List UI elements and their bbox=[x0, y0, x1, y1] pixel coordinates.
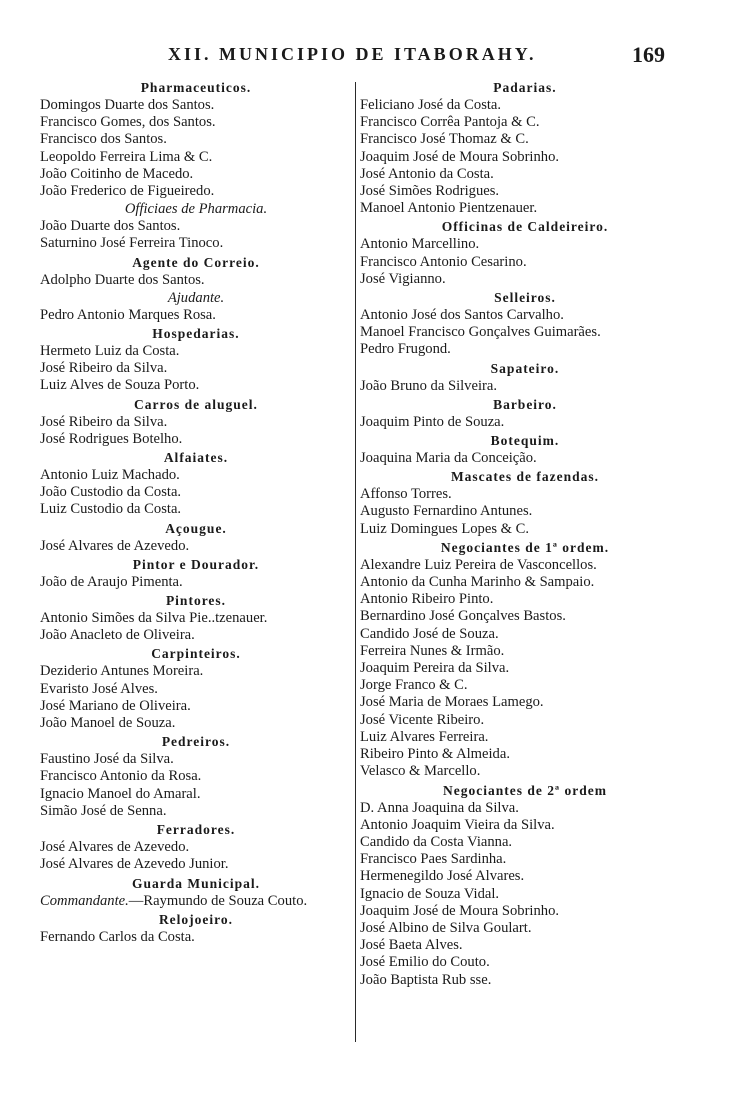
directory-entry: Joaquim José de Moura Sobrinho. bbox=[360, 902, 560, 919]
directory-entry: Joaquim Pinto de Souza. bbox=[360, 413, 505, 430]
directory-section bbox=[40, 395, 352, 448]
directory-entry: Feliciano José da Costa. bbox=[360, 97, 502, 113]
page-header bbox=[0, 44, 736, 70]
directory-entry: Hermenegildo José Alvares. bbox=[360, 868, 525, 885]
entry-list bbox=[40, 663, 352, 732]
directory-entry: Joaquina Maria da Conceição. bbox=[360, 450, 537, 467]
entry-list bbox=[40, 467, 352, 519]
directory-entry: João Frederico de Figueiredo. bbox=[40, 183, 215, 200]
directory-section bbox=[40, 324, 352, 395]
directory-section bbox=[360, 359, 690, 395]
entry-list bbox=[360, 800, 690, 989]
directory-entry: João de Araujo Pimenta. bbox=[40, 573, 183, 590]
section-heading: Hospedarias. bbox=[152, 326, 240, 342]
directory-entry: Manoel Antonio Pientzenauer. bbox=[360, 200, 538, 217]
directory-entry: Jorge Franco & C. bbox=[360, 677, 468, 694]
entry-list bbox=[40, 751, 352, 820]
section-heading: Agente do Correio. bbox=[132, 254, 260, 270]
directory-entry: Fernando Carlos da Costa. bbox=[40, 928, 195, 945]
directory-entry: José Alvares de Azevedo. bbox=[40, 537, 190, 554]
section-heading: Sapateiro. bbox=[490, 360, 560, 376]
directory-section bbox=[360, 217, 690, 288]
column-divider bbox=[355, 82, 356, 1042]
section-subheading: Officiaes de Pharmacia. bbox=[124, 201, 268, 218]
directory-section bbox=[40, 289, 352, 324]
section-heading: Botequim. bbox=[490, 433, 560, 449]
entry-list bbox=[360, 236, 690, 288]
directory-entry: José Baeta Alves. bbox=[360, 937, 463, 954]
directory-entry: José Maria de Moraes Lamego. bbox=[360, 694, 544, 711]
entry-list bbox=[40, 218, 352, 252]
directory-entry: Francisco Antonio da Rosa. bbox=[40, 768, 202, 785]
directory-entry: Hermeto Luiz da Costa. bbox=[40, 343, 180, 360]
directory-entry: Francisco Antonio Cesarino. bbox=[360, 253, 527, 270]
entry-list bbox=[40, 307, 352, 324]
directory-entry: Faustino José da Silva. bbox=[40, 751, 174, 768]
right-column bbox=[360, 78, 690, 989]
entry-list bbox=[40, 574, 352, 591]
directory-section bbox=[40, 253, 352, 289]
directory-entry: Luiz Alves de Souza Porto. bbox=[40, 377, 200, 394]
directory-entry: Francisco Corrêa Pantoja & C. bbox=[360, 114, 540, 131]
entry-list bbox=[40, 538, 352, 555]
section-heading: Carros de aluguel. bbox=[134, 396, 258, 412]
directory-entry: Luiz Alvares Ferreira. bbox=[360, 728, 489, 745]
entry-list bbox=[40, 97, 352, 200]
directory-entry: José Mariano de Oliveira. bbox=[40, 697, 191, 714]
directory-entry: Antonio Marcellino. bbox=[360, 236, 480, 253]
directory-entry: Saturnino José Ferreira Tinoco. bbox=[40, 235, 224, 252]
directory-entry: Simão José de Senna. bbox=[40, 802, 167, 819]
directory-section bbox=[40, 78, 352, 200]
directory-entry: Antonio Joaquim Vieira da Silva. bbox=[360, 816, 555, 833]
entry-name: —Raymundo de Souza Couto. bbox=[128, 892, 308, 909]
directory-entry: Deziderio Antunes Moreira. bbox=[40, 663, 204, 680]
directory-entry: Alexandre Luiz Pereira de Vasconcellos. bbox=[360, 556, 597, 573]
directory-entry: Candido José de Souza. bbox=[360, 625, 499, 642]
directory-entry: Leopoldo Ferreira Lima & C. bbox=[40, 148, 213, 165]
directory-entry: José Alvares de Azevedo Junior. bbox=[40, 856, 229, 873]
section-heading: Mascates de fazendas. bbox=[450, 469, 600, 485]
directory-entry: Ferreira Nunes & Irmão. bbox=[360, 642, 505, 659]
directory-entry: Augusto Fernardino Antunes. bbox=[360, 503, 533, 520]
section-subheading: Ajudante. bbox=[167, 289, 225, 306]
directory-entry: Ignacio de Souza Vidal. bbox=[360, 885, 500, 902]
directory-entry: Candido da Costa Vianna. bbox=[360, 833, 513, 850]
section-heading: Negociantes de 1ª ordem. bbox=[440, 539, 610, 555]
directory-entry: José Ribeiro da Silva. bbox=[40, 360, 168, 377]
directory-entry: João Custodio da Costa. bbox=[40, 484, 182, 501]
section-heading: Barbeiro. bbox=[493, 396, 557, 412]
section-heading: Padarias. bbox=[493, 80, 557, 95]
directory-section bbox=[360, 467, 690, 538]
directory-entry: José Vicente Ribeiro. bbox=[360, 711, 485, 728]
directory-entry: João Manoel de Souza. bbox=[40, 715, 176, 732]
directory-section bbox=[40, 200, 352, 252]
directory-entry: Evaristo José Alves. bbox=[40, 680, 158, 697]
directory-entry: Antonio Simões da Silva Pie..tzenauer. bbox=[40, 610, 268, 627]
entry-list bbox=[40, 893, 352, 910]
directory-entry: João Anacleto de Oliveira. bbox=[40, 627, 195, 644]
directory-entry: José Alvares de Azevedo. bbox=[40, 839, 190, 856]
section-heading: Guarda Municipal. bbox=[131, 875, 261, 891]
directory-entry bbox=[40, 893, 352, 910]
directory-entry: Velasco & Marcello. bbox=[360, 763, 481, 780]
section-heading: Ferradores. bbox=[156, 822, 236, 838]
directory-entry: Manoel Francisco Gonçalves Guimarães. bbox=[360, 324, 601, 341]
directory-entry: João Duarte dos Santos. bbox=[40, 218, 181, 235]
directory-entry: José Albino de Silva Goulart. bbox=[360, 919, 532, 936]
directory-section bbox=[40, 555, 352, 591]
entry-role: Commandante. bbox=[40, 892, 129, 909]
entry-list bbox=[360, 97, 690, 217]
directory-entry: Affonso Torres. bbox=[360, 486, 452, 503]
directory-entry: Luiz Custodio da Costa. bbox=[40, 501, 182, 518]
directory-entry: Pedro Frugond. bbox=[360, 341, 451, 358]
directory-section bbox=[360, 78, 690, 217]
directory-entry: Ribeiro Pinto & Almeida. bbox=[360, 746, 510, 763]
directory-entry: Francisco Paes Sardinha. bbox=[360, 851, 507, 868]
directory-entry: Antonio Luiz Machado. bbox=[40, 467, 180, 484]
left-column bbox=[40, 78, 352, 946]
directory-entry: José Emilio do Couto. bbox=[360, 954, 490, 971]
directory-entry: José Antonio da Costa. bbox=[360, 165, 494, 182]
directory-entry: João Bruno da Silveira. bbox=[360, 377, 497, 394]
section-heading: Açougue. bbox=[165, 520, 227, 536]
directory-section bbox=[360, 781, 690, 989]
directory-entry: José Simões Rodrigues. bbox=[360, 183, 500, 200]
directory-entry: D. Anna Joaquina da Silva. bbox=[360, 799, 519, 816]
directory-section bbox=[40, 820, 352, 873]
directory-entry: Francisco José Thomaz & C. bbox=[360, 131, 529, 148]
entry-list bbox=[40, 414, 352, 448]
directory-entry: Joaquim Pereira da Silva. bbox=[360, 660, 510, 677]
directory-entry: Francisco Gomes, dos Santos. bbox=[40, 114, 216, 131]
directory-entry: João Coitinho de Macedo. bbox=[40, 165, 194, 182]
directory-entry: José Vigianno. bbox=[360, 270, 446, 287]
directory-section bbox=[40, 644, 352, 732]
directory-section bbox=[40, 874, 352, 910]
section-heading: Carpinteiros. bbox=[151, 646, 241, 662]
section-heading: Pharmaceuticos. bbox=[140, 80, 252, 95]
section-heading: Pintor e Dourador. bbox=[132, 556, 260, 572]
entry-list bbox=[360, 557, 690, 781]
section-heading: Selleiros. bbox=[494, 290, 556, 306]
entry-list bbox=[360, 414, 690, 431]
directory-entry: Francisco dos Santos. bbox=[40, 131, 167, 148]
directory-entry: João Baptista Rub sse. bbox=[360, 971, 492, 988]
directory-entry: Antonio da Cunha Marinho & Sampaio. bbox=[360, 574, 595, 591]
directory-section bbox=[40, 448, 352, 519]
section-heading: Negociantes de 2ª ordem bbox=[443, 782, 607, 798]
directory-entry: Bernardino José Gonçalves Bastos. bbox=[360, 608, 566, 625]
entry-list bbox=[360, 378, 690, 395]
section-heading: Alfaiates. bbox=[163, 450, 229, 466]
section-heading: Relojoeiro. bbox=[158, 911, 234, 927]
page-number: 169 bbox=[632, 42, 665, 67]
directory-entry: Ignacio Manoel do Amaral. bbox=[40, 785, 201, 802]
directory-section bbox=[360, 288, 690, 359]
directory-entry: Pedro Antonio Marques Rosa. bbox=[40, 306, 216, 323]
directory-section bbox=[360, 395, 690, 431]
directory-entry: José Ribeiro da Silva. bbox=[40, 413, 168, 430]
directory-section bbox=[40, 519, 352, 555]
entry-list bbox=[40, 929, 352, 946]
section-heading: Pedreiros. bbox=[161, 734, 231, 750]
entry-list bbox=[40, 610, 352, 644]
entry-list bbox=[360, 486, 690, 538]
running-head: XII. MUNICIPIO DE ITABORAHY. bbox=[168, 44, 537, 64]
section-heading: Pintores. bbox=[165, 593, 227, 609]
directory-section bbox=[40, 732, 352, 820]
directory-section bbox=[40, 910, 352, 946]
entry-list bbox=[40, 839, 352, 873]
directory-entry: Joaquim José de Moura Sobrinho. bbox=[360, 148, 560, 165]
directory-section bbox=[40, 591, 352, 644]
entry-list bbox=[360, 307, 690, 359]
directory-section bbox=[360, 538, 690, 781]
directory-entry: José Rodrigues Botelho. bbox=[40, 430, 183, 447]
entry-list bbox=[40, 272, 352, 289]
section-heading: Officinas de Caldeireiro. bbox=[441, 219, 609, 235]
entry-list bbox=[360, 450, 690, 467]
directory-entry: Adolpho Duarte dos Santos. bbox=[40, 271, 205, 288]
directory-section bbox=[360, 431, 690, 467]
entry-list bbox=[40, 343, 352, 395]
directory-entry: Antonio José dos Santos Carvalho. bbox=[360, 307, 564, 324]
directory-entry: Domingos Duarte dos Santos. bbox=[40, 97, 215, 113]
directory-entry: Antonio Ribeiro Pinto. bbox=[360, 591, 494, 608]
directory-entry: Luiz Domingues Lopes & C. bbox=[360, 520, 530, 537]
